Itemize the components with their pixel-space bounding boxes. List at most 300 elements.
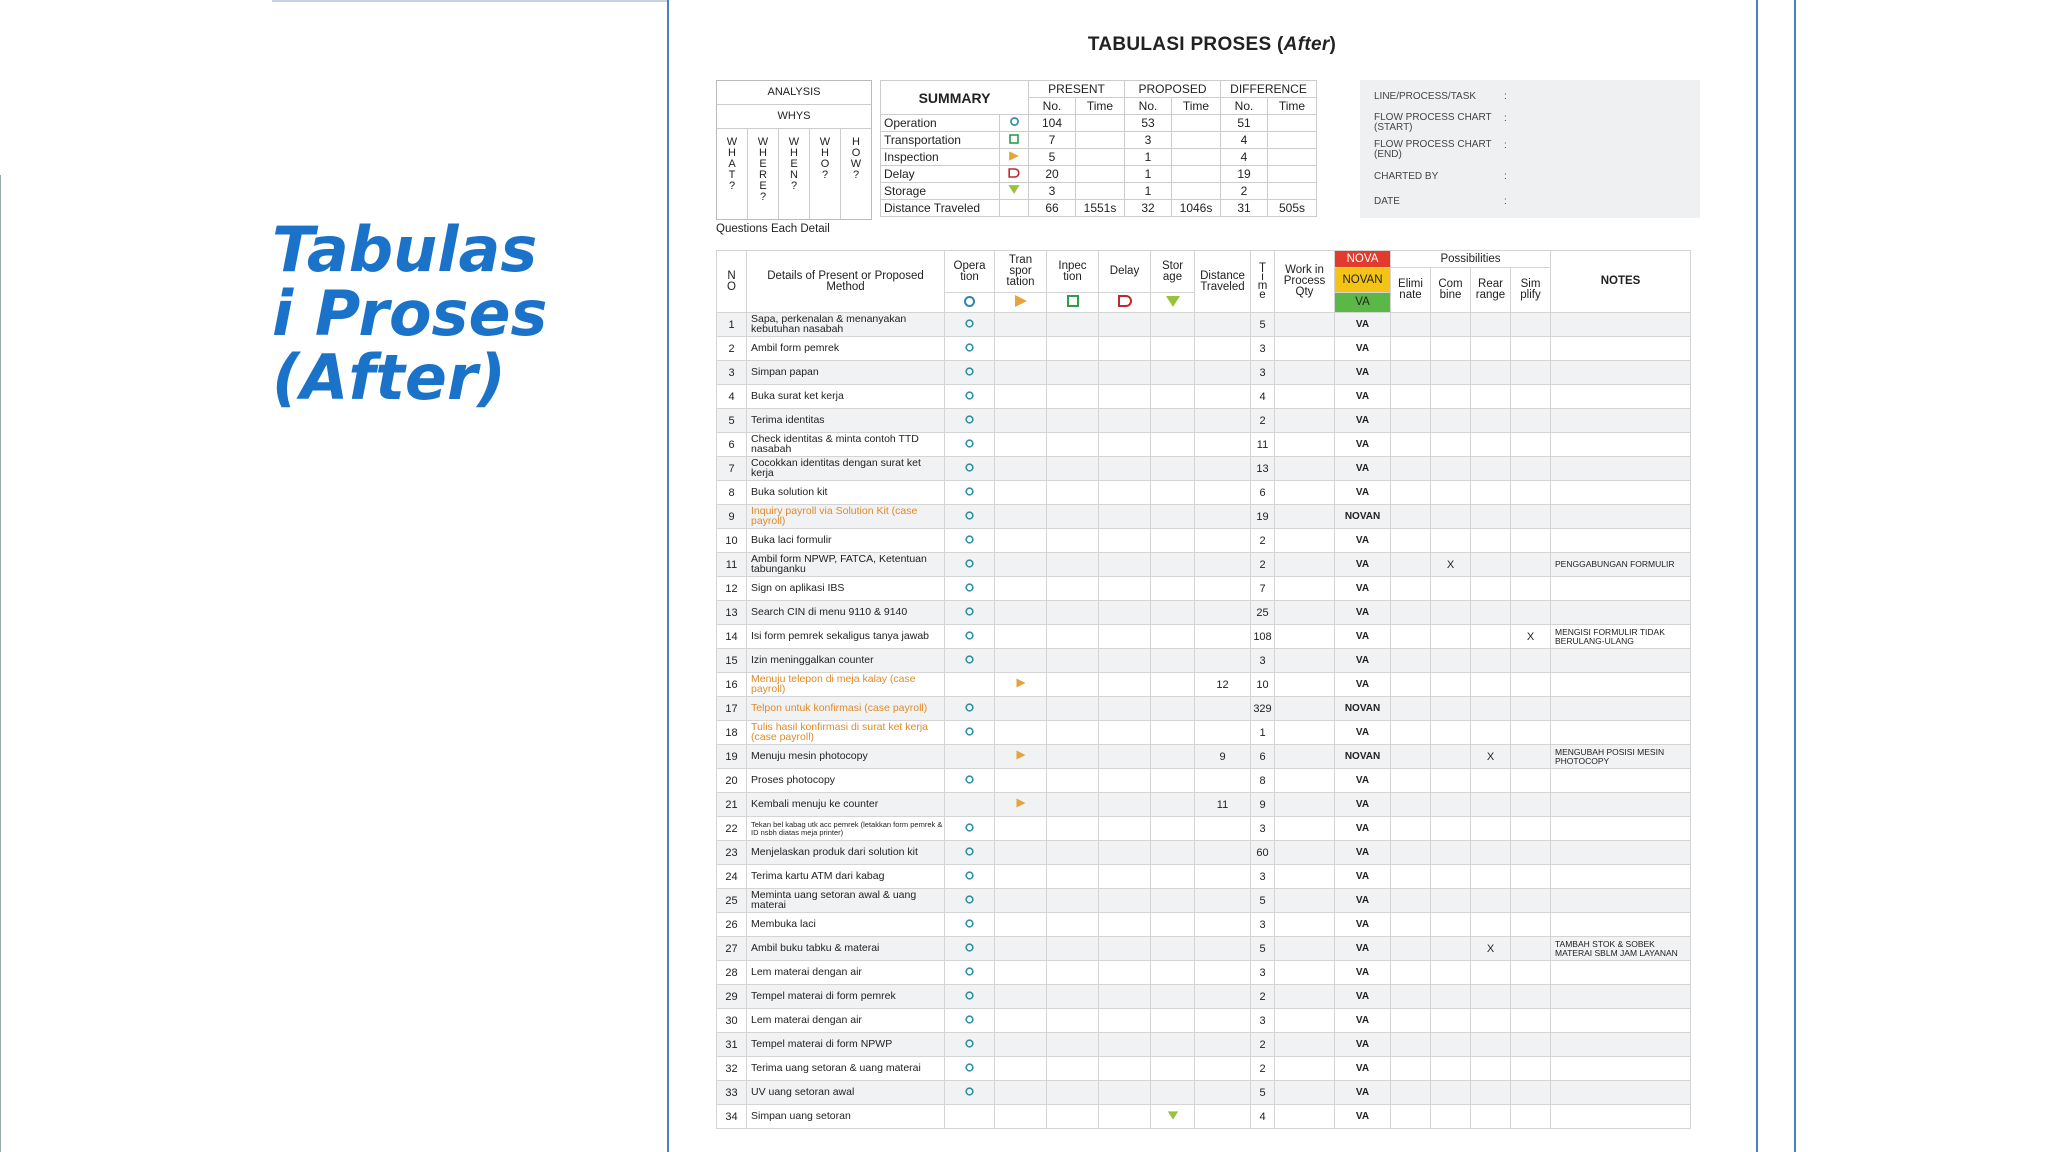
delay-cell [1099, 985, 1151, 1009]
proposed-no: 3 [1125, 132, 1172, 149]
storage-cell [1151, 697, 1195, 721]
inspection-cell [1047, 745, 1099, 769]
inspection-cell [1047, 1033, 1099, 1057]
row-simplify [1511, 1009, 1551, 1033]
row-wip [1275, 937, 1335, 961]
row-category: VA [1335, 961, 1391, 985]
operation-cell [945, 529, 995, 553]
row-distance [1195, 409, 1251, 433]
inspection-cell [1047, 505, 1099, 529]
transport-column-header: Tran spor tation [995, 251, 1047, 293]
difference-no: 31 [1221, 200, 1268, 217]
operation-cell [945, 913, 995, 937]
process-row [717, 553, 1691, 577]
row-combine [1431, 1033, 1471, 1057]
row-rearrange [1471, 361, 1511, 385]
row-note: MENGUBAH POSISI MESIN PHOTOCOPY [1551, 745, 1691, 769]
row-rearrange [1471, 553, 1511, 577]
row-combine [1431, 337, 1471, 361]
row-eliminate [1391, 697, 1431, 721]
proposed-no: 1 [1125, 166, 1172, 183]
row-combine [1431, 769, 1471, 793]
row-simplify [1511, 745, 1551, 769]
row-wip [1275, 841, 1335, 865]
row-category: VA [1335, 529, 1391, 553]
row-category: NOVAN [1335, 745, 1391, 769]
storage-cell [1151, 865, 1195, 889]
row-time: 3 [1251, 361, 1275, 385]
row-number: 15 [717, 649, 747, 673]
operation-cell [945, 337, 995, 361]
process-row [717, 937, 1691, 961]
inspection-cell [1047, 817, 1099, 841]
proposed-time [1172, 132, 1221, 149]
proposed-no: 1 [1125, 183, 1172, 200]
row-category: VA [1335, 937, 1391, 961]
row-number: 14 [717, 625, 747, 649]
row-note [1551, 529, 1691, 553]
inspection-cell [1047, 697, 1099, 721]
operation-cell [945, 1105, 995, 1129]
row-time: 6 [1251, 481, 1275, 505]
storage-cell [1151, 769, 1195, 793]
proposed-time [1172, 115, 1221, 132]
nova-header: NOVA [1335, 251, 1391, 268]
row-combine: X [1431, 553, 1471, 577]
row-note [1551, 817, 1691, 841]
row-eliminate [1391, 553, 1431, 577]
row-rearrange [1471, 865, 1511, 889]
row-number: 21 [717, 793, 747, 817]
row-category: VA [1335, 1105, 1391, 1129]
operation-cell [945, 625, 995, 649]
operation-cell [945, 457, 995, 481]
row-category: VA [1335, 841, 1391, 865]
row-detail: Izin meninggalkan counter [747, 649, 945, 673]
novan-header: NOVAN [1335, 268, 1391, 293]
row-distance [1195, 1057, 1251, 1081]
process-row [717, 913, 1691, 937]
row-simplify [1511, 913, 1551, 937]
operation-cell [945, 1057, 995, 1081]
process-row [717, 769, 1691, 793]
row-distance [1195, 1105, 1251, 1129]
operation-icon [965, 511, 973, 519]
row-simplify [1511, 457, 1551, 481]
row-time: 5 [1251, 889, 1275, 913]
flow-start-label: FLOW PROCESS CHART (START) [1374, 112, 1492, 133]
proposed-no: 53 [1125, 115, 1172, 132]
row-number: 2 [717, 337, 747, 361]
delay-cell [1099, 721, 1151, 745]
delay-cell [1099, 1105, 1151, 1129]
transport-cell [995, 409, 1047, 433]
transport-cell [995, 937, 1047, 961]
row-rearrange [1471, 1033, 1511, 1057]
difference-no: 2 [1221, 183, 1268, 200]
row-distance [1195, 649, 1251, 673]
row-detail: Tempel materai di form NPWP [747, 1033, 945, 1057]
operation-cell [945, 673, 995, 697]
inspection-cell [1047, 1081, 1099, 1105]
flow-end-label: FLOW PROCESS CHART (END) [1374, 139, 1492, 160]
process-row [717, 433, 1691, 457]
summary-row [881, 115, 1317, 132]
row-time: 108 [1251, 625, 1275, 649]
delay-cell [1099, 649, 1151, 673]
operation-cell [945, 961, 995, 985]
operation-cell [945, 865, 995, 889]
summary-table [880, 80, 1317, 217]
operation-icon [965, 1063, 973, 1071]
row-number: 11 [717, 553, 747, 577]
row-detail: Lem materai dengan air [747, 961, 945, 985]
storage-cell [1151, 361, 1195, 385]
divider-line-left [667, 0, 669, 1152]
storage-cell [1151, 913, 1195, 937]
row-time: 10 [1251, 673, 1275, 697]
row-detail: Membuka laci [747, 913, 945, 937]
process-row [717, 457, 1691, 481]
row-combine [1431, 937, 1471, 961]
inspection-cell [1047, 1057, 1099, 1081]
present-no: 66 [1029, 200, 1076, 217]
operation-cell [945, 577, 995, 601]
row-wip [1275, 313, 1335, 337]
summary-symbol-cell [1000, 132, 1029, 149]
row-eliminate [1391, 817, 1431, 841]
present-time [1076, 166, 1125, 183]
delay-cell [1099, 481, 1151, 505]
row-simplify [1511, 793, 1551, 817]
operation-icon [965, 367, 973, 375]
row-simplify [1511, 553, 1551, 577]
row-distance [1195, 961, 1251, 985]
row-category: VA [1335, 985, 1391, 1009]
row-note [1551, 457, 1691, 481]
row-number: 4 [717, 385, 747, 409]
row-note [1551, 649, 1691, 673]
wip-column-header: Work in Process Qty [1275, 251, 1335, 313]
operation-cell [945, 1033, 995, 1057]
colon: : [1504, 196, 1507, 207]
row-combine [1431, 409, 1471, 433]
operation-icon [965, 439, 973, 447]
storage-cell [1151, 841, 1195, 865]
present-time: 1551s [1076, 200, 1125, 217]
row-rearrange [1471, 433, 1511, 457]
colon: : [1504, 171, 1507, 182]
row-category: VA [1335, 577, 1391, 601]
transport-icon [1016, 799, 1025, 808]
delay-cell [1099, 1081, 1151, 1105]
row-simplify [1511, 649, 1551, 673]
row-time: 2 [1251, 1057, 1275, 1081]
proposed-time [1172, 183, 1221, 200]
present-time [1076, 149, 1125, 166]
row-eliminate [1391, 577, 1431, 601]
row-note [1551, 313, 1691, 337]
row-category: VA [1335, 337, 1391, 361]
row-wip [1275, 481, 1335, 505]
operation-cell [945, 985, 995, 1009]
row-time: 2 [1251, 409, 1275, 433]
delay-cell [1099, 625, 1151, 649]
row-note [1551, 1009, 1691, 1033]
process-row [717, 1009, 1691, 1033]
row-distance [1195, 601, 1251, 625]
row-note [1551, 601, 1691, 625]
delay-cell [1099, 865, 1151, 889]
process-row [717, 505, 1691, 529]
row-eliminate [1391, 649, 1431, 673]
transport-icon [1016, 679, 1025, 688]
inspection-cell [1047, 409, 1099, 433]
row-simplify [1511, 577, 1551, 601]
row-simplify [1511, 481, 1551, 505]
no-column-header: N O [717, 251, 747, 313]
inspection-cell [1047, 913, 1099, 937]
row-combine [1431, 577, 1471, 601]
row-time: 5 [1251, 937, 1275, 961]
operation-icon [965, 895, 973, 903]
operation-icon [965, 487, 973, 495]
present-no: 20 [1029, 166, 1076, 183]
difference-time [1268, 115, 1317, 132]
operation-cell [945, 481, 995, 505]
delay-column-header: Delay [1099, 251, 1151, 293]
row-wip [1275, 817, 1335, 841]
delay-cell [1099, 457, 1151, 481]
row-distance [1195, 505, 1251, 529]
row-distance: 9 [1195, 745, 1251, 769]
row-time: 3 [1251, 865, 1275, 889]
process-row [717, 1081, 1691, 1105]
row-simplify [1511, 409, 1551, 433]
row-wip [1275, 1105, 1335, 1129]
row-simplify [1511, 337, 1551, 361]
row-number: 32 [717, 1057, 747, 1081]
row-detail: Tulis hasil konfirmasi di surat ket kerja (case payroll) [747, 721, 945, 745]
row-distance [1195, 457, 1251, 481]
operation-cell [945, 361, 995, 385]
no-header: No. [1029, 98, 1076, 115]
row-simplify [1511, 1033, 1551, 1057]
inspection-cell [1047, 673, 1099, 697]
row-distance [1195, 385, 1251, 409]
inspection-cell [1047, 433, 1099, 457]
row-simplify [1511, 937, 1551, 961]
inspection-icon [1009, 134, 1019, 144]
transport-cell [995, 601, 1047, 625]
operation-icon [965, 919, 973, 927]
row-number: 18 [717, 721, 747, 745]
row-detail: Simpan uang setoran [747, 1105, 945, 1129]
storage-column-header: Stor age [1151, 251, 1195, 293]
row-note [1551, 913, 1691, 937]
row-rearrange [1471, 673, 1511, 697]
row-eliminate [1391, 1081, 1431, 1105]
operation-cell [945, 937, 995, 961]
row-eliminate [1391, 937, 1431, 961]
row-combine [1431, 433, 1471, 457]
row-simplify [1511, 1081, 1551, 1105]
storage-cell [1151, 409, 1195, 433]
row-simplify [1511, 1057, 1551, 1081]
divider-line-mid [1756, 0, 1758, 1152]
storage-cell [1151, 577, 1195, 601]
row-note [1551, 337, 1691, 361]
row-simplify [1511, 529, 1551, 553]
row-time: 3 [1251, 337, 1275, 361]
row-simplify [1511, 697, 1551, 721]
time-column-header: T i m e [1251, 251, 1275, 313]
operation-icon [965, 991, 973, 999]
row-wip [1275, 1009, 1335, 1033]
line-process-label: LINE/PROCESS/TASK [1374, 91, 1477, 102]
row-note: MENGISI FORMULIR TIDAK BERULANG-ULANG [1551, 625, 1691, 649]
row-distance [1195, 1033, 1251, 1057]
row-detail: Ambil buku tabku & materai [747, 937, 945, 961]
row-time: 2 [1251, 529, 1275, 553]
delay-icon [1008, 168, 1019, 178]
process-row [717, 577, 1691, 601]
row-number: 23 [717, 841, 747, 865]
inspection-cell [1047, 337, 1099, 361]
row-category: VA [1335, 649, 1391, 673]
process-row [717, 625, 1691, 649]
storage-cell [1151, 961, 1195, 985]
transport-cell [995, 817, 1047, 841]
difference-time: 505s [1268, 200, 1317, 217]
no-header: No. [1125, 98, 1172, 115]
inspection-cell [1047, 361, 1099, 385]
row-time: 8 [1251, 769, 1275, 793]
process-table [716, 250, 1691, 1129]
transport-cell [995, 961, 1047, 985]
row-combine [1431, 313, 1471, 337]
date-label: DATE [1374, 196, 1400, 207]
difference-no: 51 [1221, 115, 1268, 132]
difference-header: DIFFERENCE [1221, 81, 1317, 98]
present-no: 7 [1029, 132, 1076, 149]
transport-cell [995, 913, 1047, 937]
row-combine [1431, 1009, 1471, 1033]
row-wip [1275, 577, 1335, 601]
summary-label: Delay [881, 166, 1000, 183]
row-note [1551, 1057, 1691, 1081]
row-detail: Terima identitas [747, 409, 945, 433]
row-category: VA [1335, 865, 1391, 889]
delay-cell [1099, 937, 1151, 961]
inspection-cell [1047, 865, 1099, 889]
operation-icon [965, 967, 973, 975]
inspection-cell [1047, 313, 1099, 337]
row-wip [1275, 385, 1335, 409]
row-number: 30 [717, 1009, 747, 1033]
row-wip [1275, 913, 1335, 937]
delay-cell [1099, 673, 1151, 697]
present-no: 3 [1029, 183, 1076, 200]
row-rearrange [1471, 889, 1511, 913]
inspection-cell [1047, 481, 1099, 505]
row-distance [1195, 889, 1251, 913]
transport-cell [995, 337, 1047, 361]
summary-row [881, 132, 1317, 149]
row-wip [1275, 409, 1335, 433]
delay-cell [1099, 529, 1151, 553]
slide-title: Tabulas i Proses (After) [272, 213, 548, 414]
inspection-cell [1047, 721, 1099, 745]
summary-symbol-cell [1000, 183, 1029, 200]
present-time [1076, 183, 1125, 200]
row-note [1551, 793, 1691, 817]
row-time: 3 [1251, 649, 1275, 673]
details-column-header: Details of Present or Proposed Method [747, 251, 945, 313]
operation-cell [945, 889, 995, 913]
operation-icon [965, 415, 973, 423]
operation-cell [945, 433, 995, 457]
row-number: 22 [717, 817, 747, 841]
top-rule [272, 0, 668, 2]
row-wip [1275, 505, 1335, 529]
row-time: 2 [1251, 1033, 1275, 1057]
storage-cell [1151, 937, 1195, 961]
row-category: VA [1335, 625, 1391, 649]
operation-icon [965, 631, 973, 639]
operation-symbol-cell [945, 293, 995, 313]
storage-cell [1151, 889, 1195, 913]
transport-cell [995, 1105, 1047, 1129]
row-number: 31 [717, 1033, 747, 1057]
row-rearrange [1471, 985, 1511, 1009]
operation-cell [945, 553, 995, 577]
transport-icon [1009, 151, 1019, 161]
transport-cell [995, 841, 1047, 865]
row-combine [1431, 529, 1471, 553]
row-eliminate [1391, 361, 1431, 385]
row-simplify [1511, 769, 1551, 793]
time-header: Time [1268, 98, 1317, 115]
row-note [1551, 1105, 1691, 1129]
row-eliminate [1391, 601, 1431, 625]
row-wip [1275, 1081, 1335, 1105]
row-number: 33 [717, 1081, 747, 1105]
row-simplify [1511, 961, 1551, 985]
row-number: 13 [717, 601, 747, 625]
row-simplify [1511, 433, 1551, 457]
summary-label: Distance Traveled [881, 200, 1000, 217]
transport-cell [995, 985, 1047, 1009]
row-time: 7 [1251, 577, 1275, 601]
row-eliminate [1391, 481, 1431, 505]
row-wip [1275, 985, 1335, 1009]
row-detail: Tekan bel kabag utk acc pemrek (letakkan form pemrek & ID nsbh diatas meja printer) [747, 817, 945, 841]
delay-symbol-cell [1099, 293, 1151, 313]
eliminate-header: Elimi nate [1391, 268, 1431, 313]
row-combine [1431, 505, 1471, 529]
row-wip [1275, 673, 1335, 697]
delay-cell [1099, 769, 1151, 793]
difference-no: 4 [1221, 132, 1268, 149]
process-row [717, 721, 1691, 745]
row-number: 12 [717, 577, 747, 601]
process-row [717, 1105, 1691, 1129]
delay-cell [1099, 385, 1151, 409]
row-category: VA [1335, 721, 1391, 745]
operation-icon [965, 703, 973, 711]
row-distance [1195, 817, 1251, 841]
